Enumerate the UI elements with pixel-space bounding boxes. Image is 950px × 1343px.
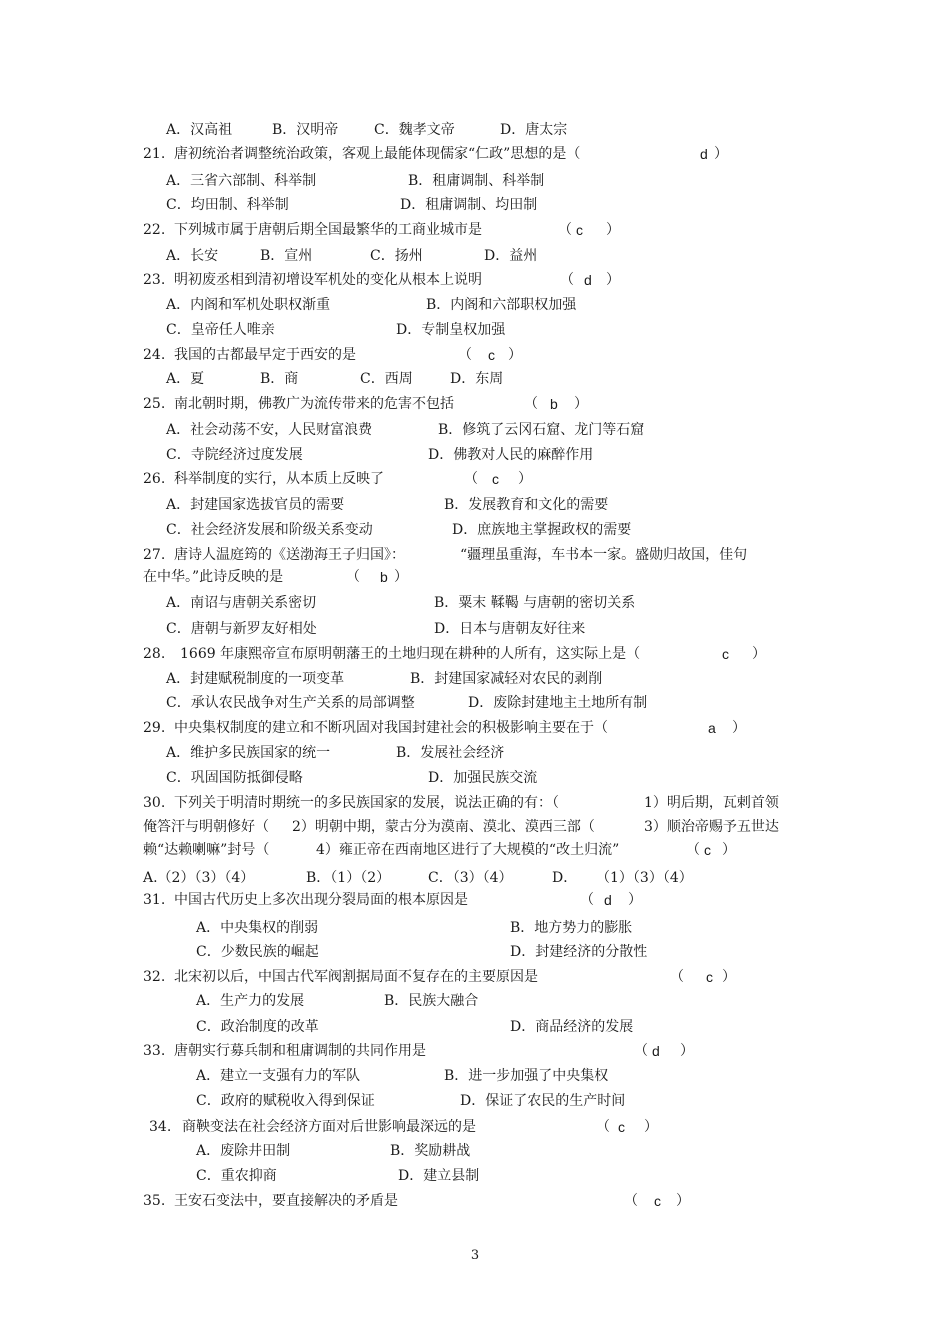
option: A．中央集权的削弱 <box>196 920 319 936</box>
answer: c <box>576 222 583 238</box>
option: B．宣州 <box>260 248 313 264</box>
answer: c <box>618 1119 625 1135</box>
answer: c <box>706 969 713 985</box>
answer: c <box>722 646 729 662</box>
question-stem: 中国古代历史上多次出现分裂局面的根本原因是 <box>174 892 468 908</box>
bracket-close: ） <box>680 1043 694 1059</box>
option: C．皇帝任人唯亲 <box>166 322 275 338</box>
bracket-open: （ <box>560 272 574 288</box>
option: D．佛教对人民的麻醉作用 <box>428 447 594 463</box>
option: B．（1）（2） <box>306 870 391 886</box>
option: B．发展社会经济 <box>396 745 505 761</box>
option: A．封建国家选拔官员的需要 <box>166 497 345 513</box>
option: A．封建赋税制度的一项变革 <box>166 671 345 687</box>
option: D． <box>552 870 578 886</box>
question-stem-item: 4）雍正帝在西南地区进行了大规模的“改土归流” <box>316 842 620 858</box>
option: C．政府的赋税收入得到保证 <box>196 1093 375 1109</box>
question-number: 27. <box>143 547 166 563</box>
question-number: 25. <box>143 396 166 412</box>
question-stem: 中央集权制度的建立和不断巩固对我国封建社会的积极影响主要在于（ <box>174 720 608 736</box>
bracket-close: ） <box>606 222 620 238</box>
question-number: 32. <box>143 969 166 985</box>
option: D．废除封建地主土地所有制 <box>468 695 648 711</box>
bracket-close: ） <box>714 146 728 162</box>
option: A．社会动荡不安，人民财富浪费 <box>166 422 373 438</box>
bracket-open: （ <box>346 569 360 585</box>
question-stem: 唐朝实行募兵制和租庸调制的共同作用是 <box>174 1043 426 1059</box>
option: B．商 <box>260 371 299 387</box>
question-stem: 我国的古都最早定于西安的是 <box>174 347 356 363</box>
bracket-close: ） <box>676 1193 690 1209</box>
question-stem-line: 俺答汗与明朝修好（ <box>143 819 269 835</box>
question-number: 34. <box>149 1119 172 1135</box>
question-stem-line: 赖“达赖喇嘛”封号（ <box>143 842 270 858</box>
option: D．保证了农民的生产时间 <box>460 1093 626 1109</box>
option: A．三省六部制、科举制 <box>166 173 317 189</box>
question-stem: 王安石变法中，要直接解决的矛盾是 <box>174 1193 398 1209</box>
question-number: 22. <box>143 222 166 238</box>
option: D．益州 <box>484 248 538 264</box>
answer: b <box>550 396 558 412</box>
question-number: 29. <box>143 720 166 736</box>
option: D．东周 <box>450 371 504 387</box>
option: A．南诏与唐朝关系密切 <box>166 595 317 611</box>
option: C．西周 <box>360 371 413 387</box>
option: B．修筑了云冈石窟、龙门等石窟 <box>438 422 645 438</box>
bracket-open: （ <box>596 1119 610 1135</box>
answer: d <box>700 146 708 162</box>
option: C．寺院经济过度发展 <box>166 447 303 463</box>
bracket-open: （ <box>464 471 478 487</box>
option: C．唐朝与新罗友好相处 <box>166 621 317 637</box>
bracket-close: ） <box>628 892 642 908</box>
question-number: 35. <box>143 1193 166 1209</box>
answer: c <box>488 347 495 363</box>
option: B．封建国家减轻对农民的剥削 <box>410 671 603 687</box>
bracket-close: ） <box>606 272 620 288</box>
option: （1）（3）（4） <box>596 870 693 886</box>
question-stem: 北宋初以后，中国古代军阀割据局面不复存在的主要原因是 <box>174 969 538 985</box>
question-stem-item: 1）明后期，瓦剌首领 <box>644 795 779 811</box>
option: C．承认农民战争对生产关系的局部调整 <box>166 695 415 711</box>
option: C．政治制度的改革 <box>196 1019 319 1035</box>
option: D．封建经济的分散性 <box>510 944 648 960</box>
option: A．内阁和军机处职权渐重 <box>166 297 331 313</box>
question-stem: 商鞅变法在社会经济方面对后世影响最深远的是 <box>182 1119 476 1135</box>
question-stem: 下列城市属于唐朝后期全国最繁华的工商业城市是 <box>174 222 482 238</box>
question-stem: 唐初统治者调整统治政策，客观上最能体现儒家“仁政”思想的是（ <box>174 146 581 162</box>
bracket-close: ） <box>518 471 532 487</box>
option: C．少数民族的崛起 <box>196 944 319 960</box>
question-stem: 1669 年康熙帝宣布原明朝藩王的土地归现在耕种的人所有，这实际上是（ <box>180 646 641 662</box>
question-number: 26. <box>143 471 166 487</box>
question-stem: 南北朝时期，佛教广为流传带来的危害不包括 <box>174 396 454 412</box>
question-stem: 明初废丞相到清初增设军机处的变化从根本上说明 <box>174 272 482 288</box>
bracket-close: ） <box>722 842 736 858</box>
option: C．扬州 <box>370 248 423 264</box>
option: C．社会经济发展和阶级关系变动 <box>166 522 373 538</box>
answer: c <box>492 471 499 487</box>
question-stem-item: 2）明朝中期，蒙古分为漠南、漠北、漠西三部（ <box>292 819 595 835</box>
option: D．庶族地主掌握政权的需要 <box>452 522 632 538</box>
bracket-close: ） <box>722 969 736 985</box>
option: A．维护多民族国家的统一 <box>166 745 331 761</box>
answer: d <box>584 272 592 288</box>
answer: a <box>708 720 716 736</box>
option: C．均田制、科举制 <box>166 197 289 213</box>
bracket-close: ） <box>752 646 766 662</box>
option: B．内阁和六部职权加强 <box>426 297 577 313</box>
question-stem-continued: 在中华。”此诗反映的是 <box>143 569 284 585</box>
option: D．日本与唐朝友好往来 <box>434 621 586 637</box>
option: A．废除井田制 <box>196 1143 291 1159</box>
option: C．重农抑商 <box>196 1168 277 1184</box>
option: D．加强民族交流 <box>428 770 538 786</box>
question-number: 31. <box>143 892 166 908</box>
option: A．汉高祖 <box>166 122 233 138</box>
question-number: 21. <box>143 146 166 162</box>
page-number: 3 <box>470 1248 480 1263</box>
bracket-close: ） <box>574 396 588 412</box>
question-stem: 唐诗人温庭筠的《送渤海王子归国》： <box>174 547 405 563</box>
bracket-close: ） <box>644 1119 658 1135</box>
bracket-open: （ <box>624 1193 638 1209</box>
option: B．汉明帝 <box>272 122 339 138</box>
option: B．进一步加强了中央集权 <box>444 1068 609 1084</box>
option: B．奖励耕战 <box>390 1143 471 1159</box>
answer: c <box>654 1193 661 1209</box>
option: A．夏 <box>166 371 205 387</box>
option: B．地方势力的膨胀 <box>510 920 633 936</box>
option: A．生产力的发展 <box>196 993 305 1009</box>
answer: d <box>604 892 612 908</box>
option: B．租庸调制、科举制 <box>408 173 545 189</box>
option: D．唐太宗 <box>500 122 568 138</box>
bracket-open: （ <box>670 969 684 985</box>
question-stem: 下列关于明清时期统一的多民族国家的发展，说法正确的有：（ <box>174 795 559 811</box>
answer: d <box>652 1043 660 1059</box>
option: D．专制皇权加强 <box>396 322 506 338</box>
bracket-open: （ <box>580 892 594 908</box>
question-stem-item: 3）顺治帝赐予五世达 <box>644 819 779 835</box>
option: A．长安 <box>166 248 219 264</box>
question-number: 33. <box>143 1043 166 1059</box>
bracket-open: （ <box>558 222 572 238</box>
option: B．发展教育和文化的需要 <box>444 497 609 513</box>
option: A.（2）（3）（4） <box>143 870 255 886</box>
answer: b <box>380 569 388 585</box>
option: B．粟末 鞣鞨 与唐朝的密切关系 <box>434 595 636 611</box>
option: A．建立一支强有力的军队 <box>196 1068 361 1084</box>
question-stem-quote: “疆理虽重海，车书本一家。盛勋归故国，佳句 <box>460 547 748 563</box>
bracket-close: ） <box>508 347 522 363</box>
question-stem: 科举制度的实行，从本质上反映了 <box>174 471 384 487</box>
bracket-close: ） <box>732 720 746 736</box>
question-number: 24. <box>143 347 166 363</box>
question-number: 30. <box>143 795 166 811</box>
option: C．（3）（4） <box>428 870 513 886</box>
option: C．巩固国防抵御侵略 <box>166 770 303 786</box>
option: B．民族大融合 <box>384 993 479 1009</box>
answer: c <box>704 842 711 858</box>
question-number: 28. <box>143 646 166 662</box>
bracket-open: （ <box>686 842 700 858</box>
option: D．商品经济的发展 <box>510 1019 634 1035</box>
bracket-open: （ <box>634 1043 648 1059</box>
option: C．魏孝文帝 <box>374 122 455 138</box>
bracket-open: （ <box>524 396 538 412</box>
question-number: 23. <box>143 272 166 288</box>
bracket-open: （ <box>458 347 472 363</box>
option: D．租庸调制、均田制 <box>400 197 538 213</box>
option: D．建立县制 <box>398 1168 480 1184</box>
bracket-close: ） <box>394 569 408 585</box>
